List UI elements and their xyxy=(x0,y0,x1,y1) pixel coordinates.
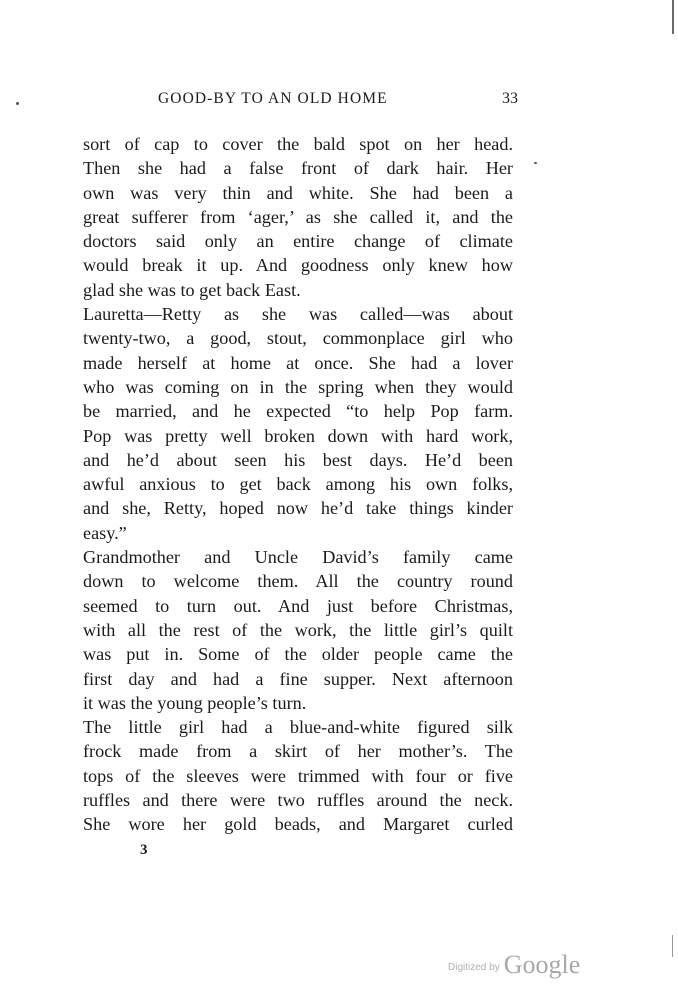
text-line: She wore her gold beads, and Margaret curled xyxy=(83,814,513,835)
text-line: sort of cap to cover the bald spot on her head. xyxy=(83,134,513,154)
signature-mark: 3 xyxy=(140,842,148,858)
text-line: who was coming on in the spring when they would xyxy=(83,376,513,397)
text-line: glad she was to get back East. xyxy=(83,279,301,300)
body-text xyxy=(83,132,513,837)
text-line: The little girl had a blue-and-white figured silk xyxy=(83,717,513,738)
text-line: easy.” xyxy=(83,522,127,543)
text-line: Pop was pretty well broken down with hard work, xyxy=(83,425,513,446)
text-line: own was very thin and white. She had been a xyxy=(83,182,513,203)
text-line: Grandmother and Uncle David’s family came xyxy=(83,547,513,568)
text-line: ruffles and there were two ruffles around the neck. xyxy=(83,790,513,811)
text-line: tops of the sleeves were trimmed with four or five xyxy=(83,765,513,786)
running-header xyxy=(158,90,518,116)
ink-speck xyxy=(16,102,19,105)
text-line: great sufferer from ‘ager,’ as she called it, and the xyxy=(83,206,513,227)
text-line: frock made from a skirt of her mother’s. The xyxy=(83,741,513,762)
text-line: Lauretta—Retty as she was called—was about xyxy=(83,304,513,325)
ink-speck xyxy=(534,162,537,164)
google-logo: Google xyxy=(503,950,581,979)
text-line: doctors said only an entire change of climate xyxy=(83,231,513,252)
text-line: would break it up. And goodness only knew how xyxy=(83,255,513,276)
text-line: first day and had a fine supper. Next afternoon xyxy=(83,668,513,689)
text-line: Then she had a false front of dark hair. Her xyxy=(83,158,513,179)
running-title: GOOD-BY TO AN OLD HOME xyxy=(158,90,388,107)
text-line: made herself at home at once. She had a lover xyxy=(83,352,513,373)
text-line: seemed to turn out. And just before Christmas, xyxy=(83,595,513,616)
text-line: and she, Retty, hoped now he’d take things kinder xyxy=(83,498,513,519)
text-line: it was the young people’s turn. xyxy=(83,692,307,713)
page-number: 33 xyxy=(502,90,518,107)
text-line: be married, and he expected “to help Pop farm. xyxy=(83,401,513,422)
text-line: and he’d about seen his best days. He’d been xyxy=(83,449,513,470)
text-line: was put in. Some of the older people came the xyxy=(83,644,513,665)
text-line: awful anxious to get back among his own folks, xyxy=(83,474,513,495)
text-line: twenty-two, a good, stout, commonplace girl who xyxy=(83,328,513,349)
watermark-prefix: Digitized by xyxy=(448,962,500,973)
page-edge-mark-lower xyxy=(672,935,673,957)
digitized-watermark xyxy=(448,950,580,980)
text-line: down to welcome them. All the country round xyxy=(83,571,513,592)
page-edge-mark xyxy=(672,0,674,34)
text-line: with all the rest of the work, the little girl’s quilt xyxy=(83,619,513,640)
